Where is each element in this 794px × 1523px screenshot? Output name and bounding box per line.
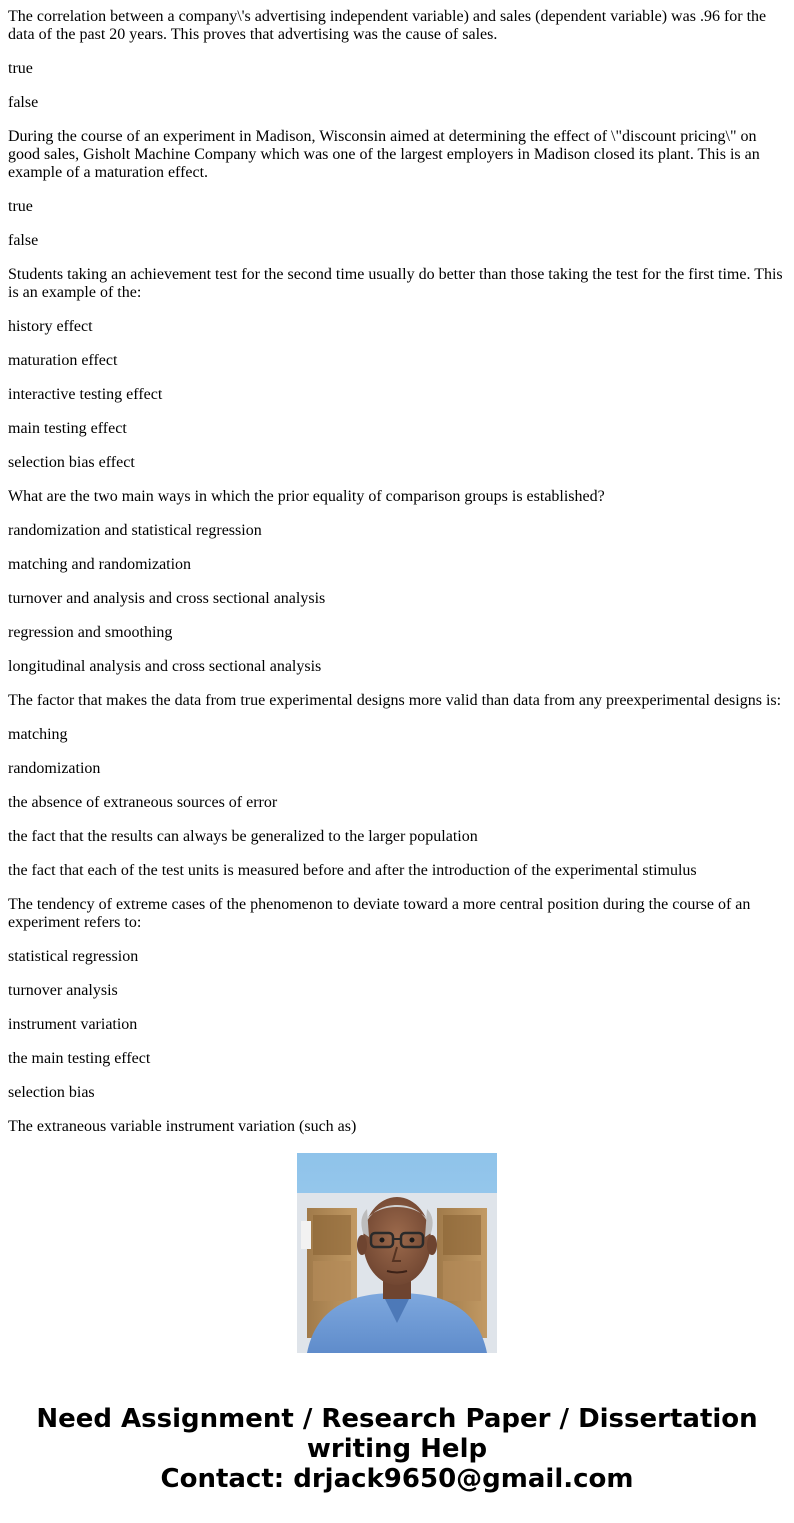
question-block bbox=[8, 488, 786, 676]
answer-option: turnover and analysis and cross sectional analysis bbox=[8, 590, 326, 607]
answer-option: instrument variation bbox=[8, 1016, 138, 1033]
question-text: The tendency of extreme cases of the phenomenon to deviate toward a more central position during the course of an experiment refers to: bbox=[8, 896, 751, 931]
answer-option: randomization bbox=[8, 760, 101, 777]
avatar-photo bbox=[297, 1153, 497, 1353]
answer-option: history effect bbox=[8, 318, 93, 335]
answer-option: regression and smoothing bbox=[8, 624, 173, 641]
answer-option: selection bias effect bbox=[8, 454, 135, 471]
answer-option: the fact that the results can always be generalized to the larger population bbox=[8, 828, 478, 845]
answer-option: false bbox=[8, 232, 39, 249]
answer-option: the fact that each of the test units is measured before and after the introduction of the experimental stimulus bbox=[8, 862, 697, 879]
answer-option: interactive testing effect bbox=[8, 386, 163, 403]
promo-banner bbox=[0, 1404, 794, 1494]
answer-option: the absence of extraneous sources of error bbox=[8, 794, 278, 811]
answer-option: false bbox=[8, 94, 39, 111]
question-block bbox=[8, 266, 786, 472]
question-block bbox=[8, 692, 786, 880]
answer-option: statistical regression bbox=[8, 948, 139, 965]
question-list bbox=[8, 8, 786, 1136]
promo-line-2: writing Help bbox=[306, 1434, 488, 1464]
question-text: What are the two main ways in which the prior equality of comparison groups is established? bbox=[8, 488, 605, 505]
question-text: During the course of an experiment in Madison, Wisconsin aimed at determining the effect of \"discount pricing\" on good sales, Gisholt Machine Company which was one of the largest employers in Madison closed its plant. This is an example of a maturation effect. bbox=[8, 128, 760, 181]
answer-option: selection bias bbox=[8, 1084, 95, 1101]
question-text: Students taking an achievement test for the second time usually do better than those taking the test for the first time. This is an example of the: bbox=[8, 266, 783, 301]
answer-option: the main testing effect bbox=[8, 1050, 151, 1067]
question-text: The factor that makes the data from true experimental designs more valid than data from any preexperimental designs is: bbox=[8, 692, 782, 709]
question-block bbox=[8, 896, 786, 1102]
answer-option: main testing effect bbox=[8, 420, 127, 437]
answer-option: matching and randomization bbox=[8, 556, 192, 573]
answer-option: true bbox=[8, 198, 33, 215]
answer-option: turnover analysis bbox=[8, 982, 118, 999]
promo-contact: Contact: drjack9650@gmail.com bbox=[160, 1464, 634, 1494]
answer-option: longitudinal analysis and cross sectional analysis bbox=[8, 658, 322, 675]
question-block bbox=[8, 8, 786, 112]
qa-content bbox=[8, 8, 786, 1135]
question-block bbox=[8, 1118, 786, 1136]
question-text: The correlation between a company\'s advertising independent variable) and sales (dependent variable) was .96 for the data of the past 20 years. This proves that advertising was the cause of sales. bbox=[8, 8, 767, 43]
author-avatar bbox=[297, 1153, 497, 1353]
answer-option: true bbox=[8, 60, 33, 77]
answer-option: maturation effect bbox=[8, 352, 118, 369]
answer-option: randomization and statistical regression bbox=[8, 522, 262, 539]
question-block bbox=[8, 128, 786, 250]
question-text: The extraneous variable instrument variation (such as) bbox=[8, 1118, 357, 1135]
answer-option: matching bbox=[8, 726, 68, 743]
promo-line-1: Need Assignment / Research Paper / Dissertation bbox=[36, 1404, 758, 1434]
